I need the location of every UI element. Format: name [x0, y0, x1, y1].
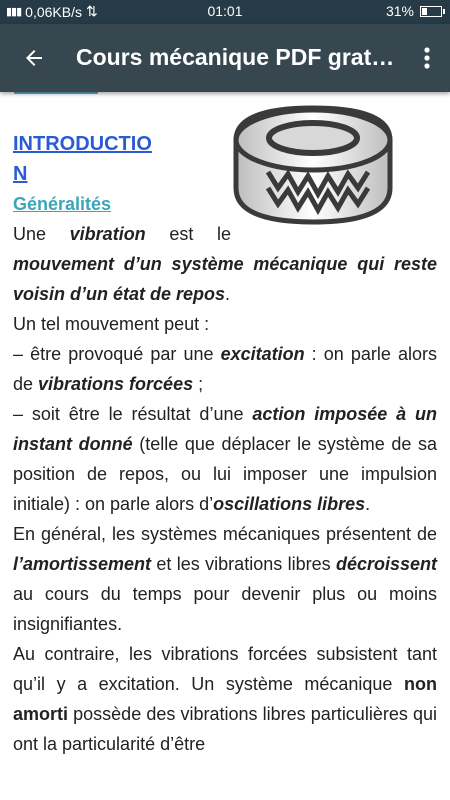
- p6-segment: non amorti: [13, 674, 437, 724]
- p4-segment: .: [365, 494, 371, 514]
- p1-segment: Une: [13, 224, 70, 244]
- article-content[interactable]: [0, 92, 450, 800]
- section-heading[interactable]: INTRODUCTION: [13, 133, 152, 185]
- p6-segment: Au contraire, les vibrations forcées subsistent tant qu’il y a excitation. Un système mécanique: [13, 644, 437, 694]
- p3-segment: – être provoqué par une: [13, 344, 221, 364]
- paragraph-2: Un tel mouvement peut :: [13, 314, 210, 334]
- p4-segment: oscillations libres: [213, 494, 366, 514]
- p3-segment: vibrations forcées: [38, 374, 194, 394]
- network-speed: 0,06KB/s: [25, 3, 82, 20]
- paragraph-3: [13, 339, 437, 399]
- p1-segment: est le: [145, 224, 231, 244]
- app-bar: [0, 24, 450, 92]
- p4-segment: action imposée à un instant donné: [13, 404, 437, 454]
- status-bar: [0, 0, 450, 24]
- p5-segment: En général, les systèmes mécaniques présentent de: [13, 524, 437, 544]
- app-title: Cours mécanique PDF grat…: [76, 44, 395, 70]
- p3-segment: excitation: [220, 344, 305, 364]
- p4-segment: – soit être le résultat d’une: [13, 404, 253, 424]
- battery-percent: 31%: [385, 3, 414, 19]
- p6-segment: possède des vibrations libres particulières qui ont la particularité d’être: [13, 704, 437, 754]
- more-vert-icon: [423, 46, 431, 70]
- paragraph-4: [13, 399, 437, 519]
- overflow-menu-button[interactable]: [412, 38, 442, 78]
- battery-icon: [420, 6, 442, 17]
- p5-segment: décroissent: [335, 554, 437, 574]
- p1-segment: .: [225, 284, 231, 304]
- paragraph-5: [13, 519, 437, 639]
- back-button[interactable]: [14, 38, 54, 78]
- p5-segment: l’amortissement: [13, 554, 152, 574]
- p5-segment: et les vibrations libres: [151, 554, 336, 574]
- p1-segment: vibration: [69, 224, 146, 244]
- arrow-left-icon: [22, 46, 46, 70]
- p5-segment: au cours du temps pour devenir plus ou moins insignifiantes.: [13, 584, 437, 634]
- paragraph-6: [13, 639, 437, 759]
- p3-segment: ;: [193, 374, 204, 394]
- p1-segment: mouvement d’un système mécanique qui reste voisin d’un état de repos: [13, 254, 437, 304]
- data-icon: ⇅: [86, 3, 98, 19]
- section-subheading[interactable]: Généralités: [13, 194, 112, 214]
- divider: [14, 92, 98, 94]
- signal-icon: ▮▮▮: [6, 6, 22, 18]
- p4-segment: (telle que déplacer le système de sa position de repos, ou lui imposer une impulsion initiale) : on parle alors d’: [13, 434, 437, 514]
- article-text: [13, 129, 437, 759]
- clock: 01:01: [207, 3, 243, 19]
- p3-segment: : on parle alors de: [13, 344, 437, 394]
